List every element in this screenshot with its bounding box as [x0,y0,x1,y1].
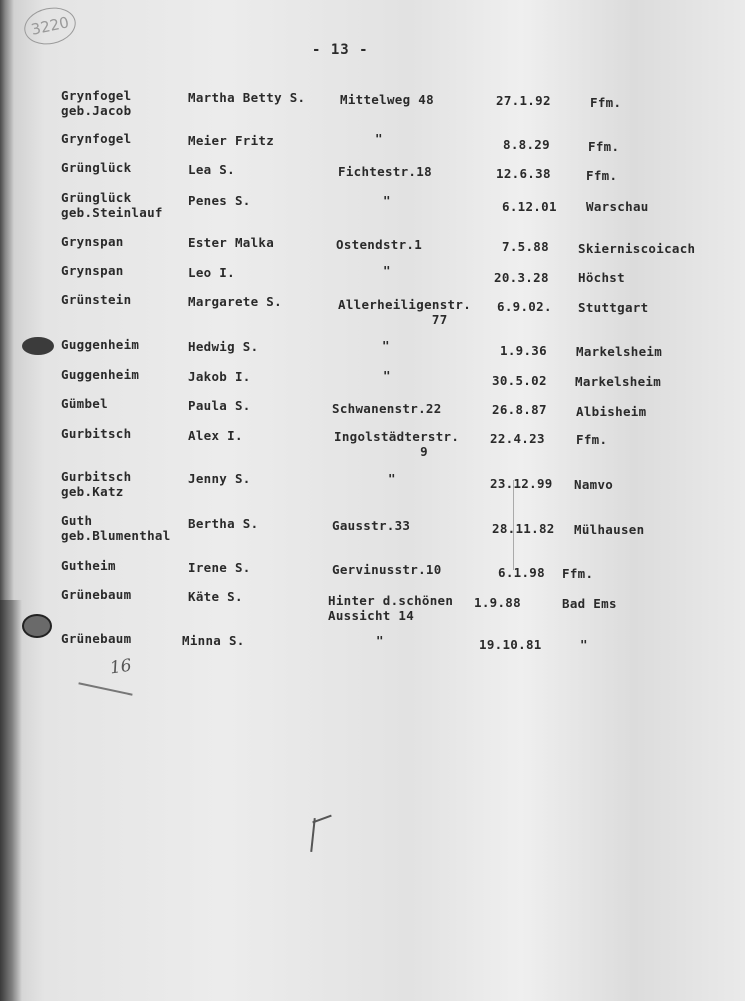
row-first-name: Jakob I. [188,369,251,384]
row-birth-place: Ffm. [576,432,608,447]
row-birth-date: 12.6.38 [496,166,551,181]
row-address: Fichtestr.18 [338,164,432,179]
row-surname: Guth geb.Blumenthal [61,513,171,543]
row-birth-date: 8.8.29 [503,137,550,152]
row-address: " [383,263,391,278]
row-birth-date: 22.4.23 [490,431,545,446]
handwritten-note: 16 [108,655,133,679]
row-address: " [383,368,391,383]
row-surname: Grynfogel [61,131,132,146]
row-first-name: Penes S. [188,193,251,208]
row-address: Ostendstr.1 [336,237,423,252]
row-birth-place: Namvo [574,477,614,492]
row-first-name: Käte S. [188,589,243,604]
row-birth-date: 6.12.01 [502,199,557,214]
row-address: Allerheiligenstr. 77 [338,297,472,327]
row-first-name: Jenny S. [188,471,251,486]
row-birth-place: Warschau [586,199,649,214]
row-birth-date: 7.5.88 [502,239,549,254]
row-first-name: Ester Malka [188,235,275,250]
row-address: " [382,338,390,353]
row-birth-place: Markelsheim [576,344,663,359]
row-address: Hinter d.schönen Aussicht 14 [328,593,454,623]
row-birth-place: Stuttgart [578,300,649,315]
row-surname: Grünglück [61,160,132,175]
row-surname: Grynspan [61,263,124,278]
row-birth-date: 20.3.28 [494,270,549,285]
pencil-stroke [78,682,132,695]
row-address: " [375,131,383,146]
row-birth-date: 1.9.36 [500,343,547,358]
row-birth-date: 30.5.02 [492,373,547,388]
punch-hole-mark-lower [22,614,52,638]
row-birth-date: 1.9.88 [474,595,521,610]
row-surname: Grünstein [61,292,132,307]
archive-stamp: 3220 [21,3,79,49]
row-address: " [376,633,384,648]
row-first-name: Meier Fritz [188,133,275,148]
row-birth-place: Mülhausen [574,522,645,537]
row-surname: Grünebaum [61,631,132,646]
row-birth-date: 27.1.92 [496,93,551,108]
row-birth-place: Höchst [578,270,625,285]
row-birth-date: 28.11.82 [492,521,555,536]
row-birth-place: Markelsheim [575,374,662,389]
punch-hole-mark [22,337,54,355]
row-birth-place: Ffm. [586,168,618,183]
row-surname: Grünebaum [61,587,132,602]
row-first-name: Martha Betty S. [188,90,306,105]
row-first-name: Irene S. [188,560,251,575]
row-first-name: Alex I. [188,428,243,443]
row-address: Gausstr.33 [332,518,411,533]
row-birth-date: 26.8.87 [492,402,547,417]
row-surname: Gurbitsch [61,426,132,441]
row-birth-date: 6.1.98 [498,565,545,580]
row-first-name: Leo I. [188,265,235,280]
row-surname: Guggenheim [61,337,140,352]
scan-edge-shadow-lower [0,600,22,1001]
row-surname: Gümbel [61,396,108,411]
row-birth-place: Ffm. [562,566,594,581]
row-first-name: Margarete S. [188,294,282,309]
row-first-name: Bertha S. [188,516,259,531]
row-birth-place: Albisheim [576,404,647,419]
page-number: - 13 - [312,42,369,58]
row-birth-date: 6.9.02. [497,299,552,314]
row-birth-place: " [580,637,588,652]
row-address: Gervinusstr.10 [332,562,442,577]
row-address: Mittelweg 48 [340,92,434,107]
row-address: Schwanenstr.22 [332,401,442,416]
row-surname: Grünglück geb.Steinlauf [61,190,163,220]
row-address: " [383,193,391,208]
row-birth-place: Ffm. [590,95,622,110]
row-surname: Gutheim [61,558,116,573]
row-address: Ingolstädterstr. 9 [334,429,460,459]
row-surname: Grynspan [61,234,124,249]
row-first-name: Minna S. [182,633,245,648]
row-first-name: Paula S. [188,398,251,413]
row-surname: Guggenheim [61,367,140,382]
row-birth-place: Ffm. [588,139,620,154]
row-surname: Gurbitsch geb.Katz [61,469,132,499]
row-birth-date: 19.10.81 [479,637,542,652]
row-birth-place: Skierniscoicach [578,241,696,256]
row-birth-place: Bad Ems [562,596,617,611]
row-first-name: Hedwig S. [188,339,259,354]
row-address: " [388,471,396,486]
row-surname: Grynfogel geb.Jacob [61,88,132,118]
row-first-name: Lea S. [188,162,235,177]
row-birth-date: 23.12.99 [490,476,553,491]
